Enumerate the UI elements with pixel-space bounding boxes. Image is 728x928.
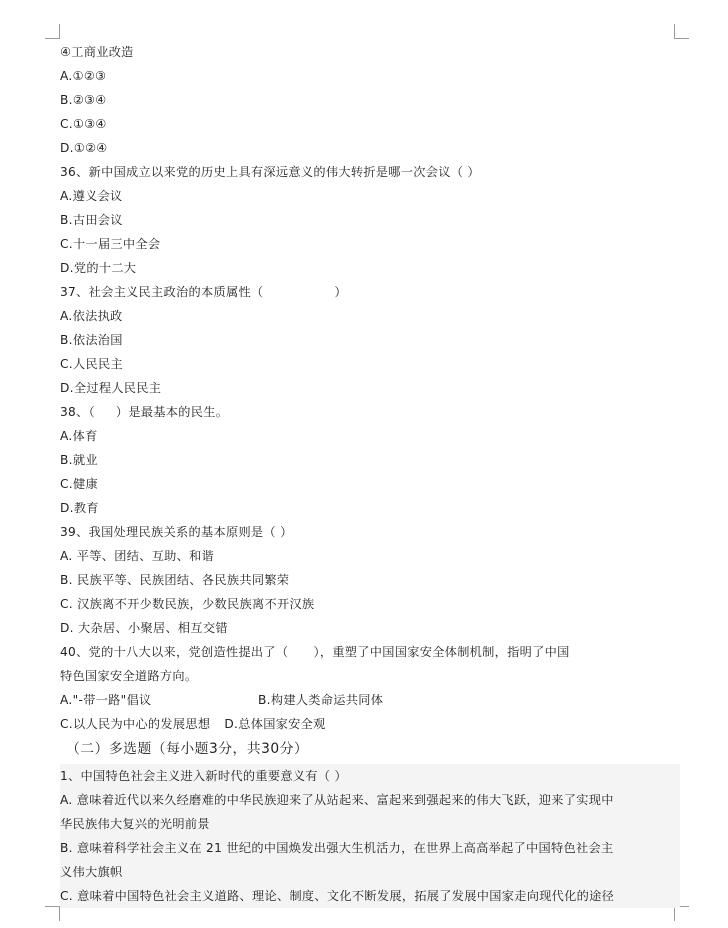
multi-option-a-line-2: 华民族伟大复兴的光明前景 [60, 817, 210, 831]
multi-option-b-line-1: B. 意味着科学社会主义在 21 世纪的中国焕发出强大生机活力，在世界上高高举起了中国特色社会主 [60, 841, 614, 855]
question-38: 38、（ ）是最基本的民生。 [60, 405, 229, 419]
option-line: C.人民民主 [60, 357, 123, 371]
document-page [60, 40, 680, 908]
q40-option-a: A."-带一路"倡议 [60, 693, 152, 707]
crop-mark-bottom-right [674, 906, 689, 921]
question-40-continued: 特色国家安全道路方向。 [60, 669, 198, 683]
q40-options-row-1 [60, 688, 680, 712]
multi-option-a-line-1: A. 意味着近代以来久经磨难的中华民族迎来了从站起来、富起来到强起来的伟大飞跃，迎来了实现中 [60, 793, 614, 807]
q40-option-d: D.总体国家安全观 [224, 717, 326, 731]
multi-question-1-block [60, 764, 680, 908]
crop-mark-bottom-left [45, 906, 60, 921]
option-line: C.①③④ [60, 117, 107, 131]
option-line: ④工商业改造 [60, 45, 134, 59]
question-36: 36、新中国成立以来党的历史上具有深远意义的伟大转折是哪一次会议（ ） [60, 165, 480, 179]
option-line: D.全过程人民民主 [60, 381, 162, 395]
crop-mark-top-left [45, 24, 60, 39]
question-40: 40、党的十八大以来，党创造性提出了（ ），重塑了中国国家安全体制机制，指明了中国 [60, 645, 570, 659]
q40-option-c: C.以人民为中心的发展思想 [60, 717, 211, 731]
multi-option-b-line-2: 义伟大旗帜 [60, 865, 123, 879]
option-line: B. 民族平等、民族团结、各民族共同繁荣 [60, 573, 290, 587]
option-line: A.依法执政 [60, 309, 123, 323]
option-line: A.遵义会议 [60, 189, 123, 203]
option-line: D.教育 [60, 501, 99, 515]
option-line: C. 汉族离不开少数民族，少数民族离不开汉族 [60, 597, 315, 611]
section-heading: （二）多选题（每小题3分，共30分） [66, 741, 309, 757]
crop-mark-top-right [674, 24, 689, 39]
option-line: A.体育 [60, 429, 98, 443]
multi-option-c-line-1: C. 意味着中国特色社会主义道路、理论、制度、文化不断发展，拓展了发展中国家走向现代化的途径 [60, 889, 615, 903]
option-line: D. 大杂居、小聚居、相互交错 [60, 621, 228, 635]
option-line: A.①②③ [60, 69, 107, 83]
option-line: C.健康 [60, 477, 98, 491]
option-line: A. 平等、团结、互助、和谐 [60, 549, 215, 563]
option-line: C.十一届三中全会 [60, 237, 161, 251]
option-line: B.就业 [60, 453, 98, 467]
option-line: B.古田会议 [60, 213, 123, 227]
option-line: D.党的十二大 [60, 261, 137, 275]
option-line: D.①②④ [60, 141, 108, 155]
question-37: 37、社会主义民主政治的本质属性（ ） [60, 285, 347, 299]
option-line: B.②③④ [60, 93, 107, 107]
option-line: B.依法治国 [60, 333, 123, 347]
q40-options-row-2 [60, 712, 680, 736]
question-39: 39、我国处理民族关系的基本原则是（ ） [60, 525, 293, 539]
multi-question-1-stem: 1、中国特色社会主义进入新时代的重要意义有（ ） [60, 769, 347, 783]
q40-option-b: B.构建人类命运共同体 [258, 693, 384, 707]
